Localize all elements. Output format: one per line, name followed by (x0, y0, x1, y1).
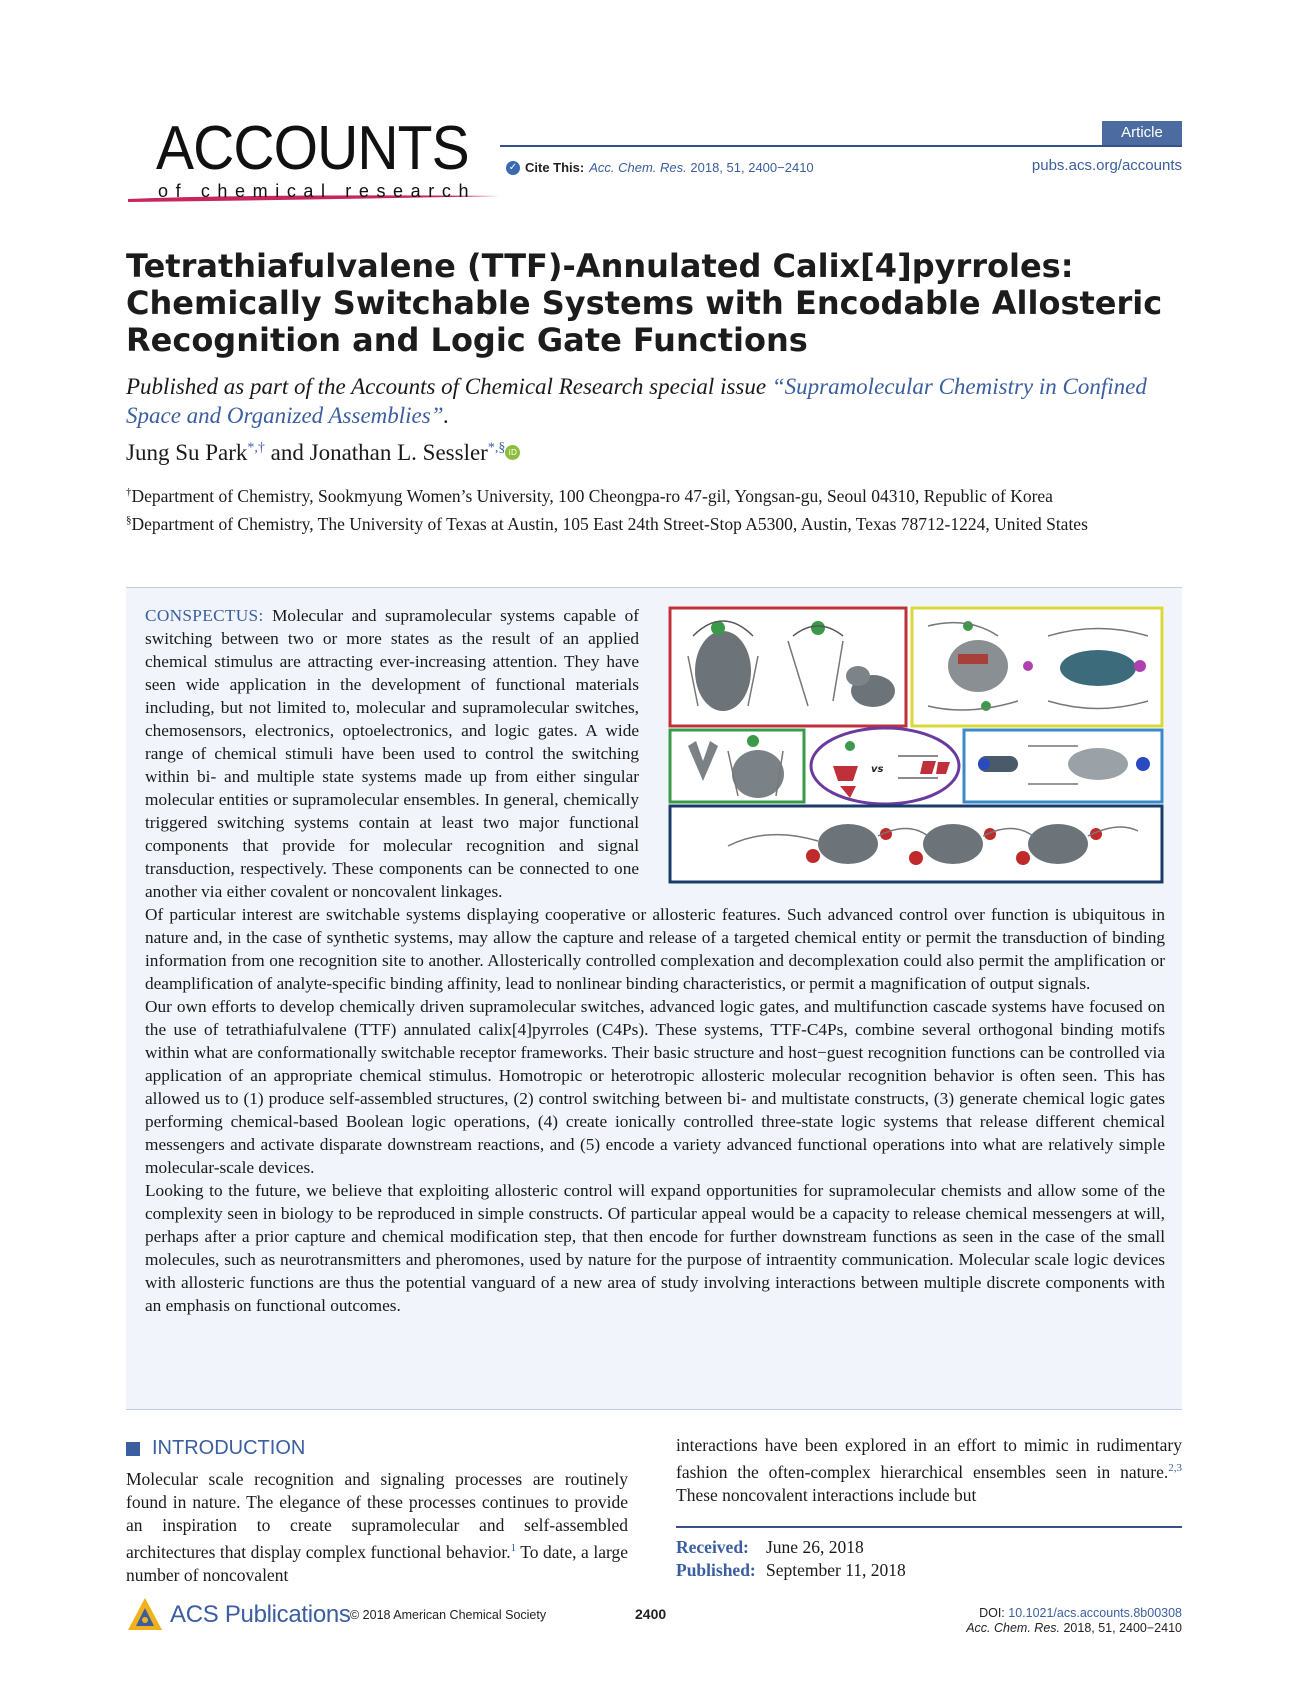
conspectus-heading: CONSPECTUS: (145, 606, 264, 625)
author-connector: and (264, 440, 310, 465)
reference-link[interactable]: 2,3 (1168, 1462, 1182, 1474)
cite-label: Cite This: (525, 160, 585, 175)
received-date-row (676, 1536, 906, 1559)
dates-rule (676, 1526, 1182, 1528)
journal-logo-sub: of chemical research (158, 181, 477, 201)
footer-citation-journal: Acc. Chem. Res. (966, 1621, 1060, 1635)
publication-dates (676, 1536, 906, 1582)
acs-emblem-icon (126, 1596, 164, 1634)
cite-this[interactable] (506, 160, 814, 175)
special-issue-note (126, 372, 1186, 430)
author-name[interactable]: Jonathan L. Sessler (309, 440, 488, 465)
intro-left-column (126, 1468, 628, 1587)
intro-text: These noncovalent interactions include but (676, 1484, 977, 1505)
footer-citation (966, 1621, 1182, 1636)
special-issue-suffix: . (443, 403, 450, 428)
header-rule (500, 145, 1182, 147)
doi-link[interactable]: 10.1021/acs.accounts.8b00308 (1008, 1606, 1182, 1620)
journal-logo-main: ACCOUNTS (156, 114, 469, 183)
journal-logo (120, 114, 500, 208)
special-issue-prefix: Published as part of the Accounts of Chemical Research special issue (126, 374, 772, 399)
reference-link[interactable]: 1 (510, 1542, 517, 1554)
toc-vs-label: vs (871, 764, 884, 775)
cite-reference[interactable] (589, 160, 813, 175)
toc-spacer (647, 604, 1165, 880)
article-title: Tetrathiafulvalene (TTF)-Annulated Calix[4]pyrroles: Chemically Switchable Systems with Encodable Allosteric Recognition and Logic Gate Functions (126, 247, 1163, 359)
affiliation-text: Department of Chemistry, Sookmyung Women’s University, 100 Cheongpa-ro 47-gil, Yongsan-gu, Seoul 04310, Republic of Korea (131, 485, 1053, 506)
author-marks[interactable]: *,† (247, 440, 265, 456)
intro-text: Molecular scale recognition and signaling processes are routinely found in nature. The elegance of these processes continues to provide an inspiration to create supramolecular and self-assembled architectures that display complex functional behavior. (126, 1469, 628, 1562)
special-issue-link[interactable]: “Supramolecular Chemistry in Confined Space and Organized Assemblies” (126, 374, 1147, 428)
copyright-text: © 2018 American Chemical Society (350, 1608, 547, 1622)
section-heading-text: INTRODUCTION (152, 1437, 306, 1459)
affiliation-text: Department of Chemistry, The University of Texas at Austin, 105 East 24th Street-Stop A5300, Austin, Texas 78712-1224, United States (131, 513, 1088, 534)
site-url-link[interactable]: pubs.acs.org/accounts (1031, 157, 1182, 174)
footer-citation-details: 2018, 51, 2400−2410 (1060, 1621, 1182, 1635)
cite-details: 2018, 51, 2400−2410 (690, 160, 814, 175)
article-type-badge: Article (1102, 121, 1182, 145)
conspectus-paragraph: Looking to the future, we believe that exploiting allosteric control will expand opportunities for supramolecular chemists and allow some of the complexity seen in biology to be reproduced in simple constructs. Of particular appeal would be a capacity to release chemical messengers at will, perhaps after a prior capture and chemical modification step, that then encode for further downstream functions as seen in the case of the small molecules, such as neurotransmitters and pheromones, used by nature for the purpose of intraentity communication. Molecular scale logic devices with allosteric functions are thus the potential vanguard of a new area of study involving interactions between multiple discrete components with an emphasis on functional outcomes. (145, 1181, 1165, 1315)
doi-row (966, 1606, 1182, 1621)
orcid-icon[interactable]: iD (505, 445, 520, 460)
doi-label: DOI: (979, 1606, 1009, 1620)
page-number: 2400 (635, 1606, 667, 1622)
affiliation-mark: § (126, 514, 132, 526)
section-heading (126, 1437, 305, 1460)
conspectus-paragraph: Of particular interest are switchable systems displaying cooperative or allosteric features. Such advanced control over function is ubiquitous in nature and, in the case of synthetic systems, may allow the capture and release of a targeted chemical entity or permit the transduction of binding information from one recognition site to another. Allosterically controlled complexation and decomplexation could also permit the amplification or deamplification of analyte-specific binding affinity, lead to nonlinear binding characteristics, or permit a magnification of output signals. (145, 905, 1165, 993)
doi-block (966, 1606, 1182, 1636)
affiliation (126, 509, 1186, 536)
published-date-row (676, 1559, 906, 1582)
author-marks[interactable]: *,§ (487, 440, 506, 456)
intro-text: To date, a large number of noncovalent (126, 1541, 628, 1585)
section-square-icon (126, 1442, 140, 1456)
affiliation-mark: † (126, 486, 132, 498)
affiliation (126, 481, 1186, 508)
acs-publications-logo[interactable] (126, 1596, 351, 1634)
received-date: June 26, 2018 (766, 1537, 864, 1557)
intro-right-column (676, 1434, 1182, 1507)
intro-text: interactions have been explored in an effort to mimic in rudimentary fashion the often-complex hierarchical ensembles seen in nature. (676, 1435, 1182, 1482)
cite-journal: Acc. Chem. Res. (589, 160, 687, 175)
conspectus-p1: Molecular and supramolecular systems capable of switching between two or more states as the result of an applied chemical stimulus are attracting ever-increasing attention. They have seen wide application in the development of functional materials including, but not limited to, molecular and supramolecular switches, chemosensors, electronics, optoelectronics, and logic gates. A wide range of chemical stimuli have been used to control the switching within bi- and multiple state systems made up from either singular molecular entities or supramolecular ensembles. In general, chemically triggered switching systems contain at least two major functional components that provide for molecular recognition and signal transduction, respectively. These components can be connected to one another via either covalent or noncovalent linkages. (145, 606, 639, 901)
author-list (126, 440, 520, 466)
publisher-name: ACS Publications (170, 1601, 351, 1628)
published-label: Published: (676, 1560, 756, 1580)
received-label: Received: (676, 1537, 749, 1557)
checkmark-icon: ✓ (506, 161, 520, 175)
author-name[interactable]: Jung Su Park (126, 440, 248, 465)
published-date: September 11, 2018 (766, 1560, 906, 1580)
conspectus-paragraph: Our own efforts to develop chemically driven supramolecular switches, advanced logic gates, and multifunction cascade systems have focused on the use of tetrathiafulvalene (TTF) annulated calix[4]pyrroles (C4Ps). These systems, TTF-C4Ps, combine several orthogonal binding motifs within what are conformationally switchable receptor frameworks. Their basic structure and host−guest recognition functions can be controlled via application of an appropriate chemical stimulus. Homotropic or heterotropic allosteric molecular recognition behavior is often seen. This has allowed us to (1) produce self-assembled structures, (2) control switching between bi- and multistate constructs, (3) generate chemical logic gates performing chemical-based Boolean logic operations, (4) create ionically controlled three-state logic systems that release different chemical messengers and activate disparate downstream reactions, and (5) encode a variety advanced functional operations into what are relatively simple molecular-scale devices. (145, 997, 1165, 1177)
conspectus-text (145, 604, 1165, 1317)
